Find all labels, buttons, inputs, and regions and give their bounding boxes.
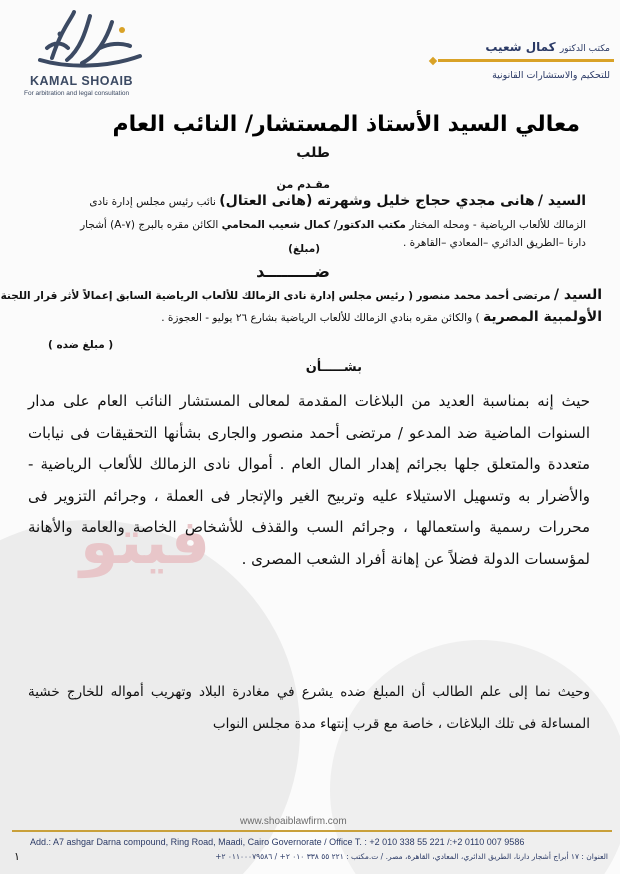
page-number: ١ — [14, 850, 20, 863]
respondent-line-1 — [1, 286, 602, 305]
logo-subtitle: For arbitration and legal consultation — [24, 90, 130, 97]
petitioner-address-rest: الكائن مقره بالبرج (٧-A) أشجار — [80, 219, 219, 231]
footer-divider — [12, 830, 612, 832]
footer-address-en: Add.: A7 ashgar Darna compound, Ring Road, Maadi, Cairo Governorate / Office T. : +2 010 338 55 221 /:+2 0110 007 9586 — [30, 837, 525, 847]
request-heading: طلب — [296, 145, 330, 161]
respondent-address: ) والكائن مقره بنادي الزمالك للألعاب الرياضية بشارع ٢٦ يوليو - العجوزة . — [161, 312, 480, 324]
office-name: كمال شعيب — [485, 40, 556, 54]
petitioner-office: مكتب الدكتور/ كمال شعيب المحامي — [221, 219, 406, 231]
logo — [12, 8, 152, 97]
petitioner-role: (مبلغ) — [288, 243, 320, 255]
office-title — [485, 40, 610, 54]
petitioner-role-text: نائب رئيس مجلس إدارة نادى — [89, 196, 216, 208]
petitioner-address-text: الزمالك للألعاب الرياضية - ومحله المختار — [409, 219, 586, 231]
respondent-name: مرتضى أحمد محمد منصور — [416, 290, 551, 302]
footer-website: www.shoaiblawfirm.com — [240, 816, 347, 827]
respondent-title: ( رئيس مجلس إدارة نادى الزمالك للألعاب الرياضية السابق إعمالاً لأثر قرار اللجنة — [0, 290, 414, 302]
subject-heading: بشـــــأن — [305, 360, 362, 375]
body-paragraph-2: وحيث نما إلى علم الطالب أن المبلغ ضده يشرع في مغادرة البلاد وتهريب أمواله للخارج خشية المساءلة فى تلك البلاغات ، خاصة مع قرب إنتهاء مدة مجلس النواب — [28, 684, 590, 732]
petitioner-label: السيد / — [537, 193, 586, 209]
body-paragraph-1: حيث إنه بمناسبة العديد من البلاغات المقدمة لمعالى المستشار النائب العام على مدار السنوات الماضية ضد المدعو / مرتضى أحمد منصور والجارى بشأنها التحقيقات فى نيابات متعددة والمتعلق جلها بجرائم إهدار المال العام . أموال نادى الزمالك للألعاب الرياضية - والأضرار به وتسهيل الاستيلاء عليه وتربيح الغير والإتجار فى العملة ، وجرائم التزوير فى محررات رسمية واستعمالها ، وجرائم السب والقذف للأشخاص الخاصة والعامة والأهانة لمؤسسات الدولة فضلاً عن إهانة أفراد الشعب المصرى . — [28, 392, 590, 568]
petitioner-name: هانى مجدي حجاج خليل وشهرته (هانى العتال) — [219, 193, 535, 209]
petitioner-line-3 — [403, 234, 586, 252]
submitted-by-label: مقـدم من — [276, 178, 330, 191]
petitioner-address-line-3: دارنا –الطريق الدائري –المعادي –القاهرة . — [402, 237, 586, 249]
respondent-label: السيد / — [553, 287, 602, 303]
against-heading: ضـــــــــد — [256, 262, 330, 281]
petitioner-line-2 — [80, 216, 586, 234]
respondent-role: ( مبلغ ضده ) — [48, 339, 114, 351]
petitioner-line-1 — [89, 192, 586, 211]
office-subtitle: للتحكيم والاستشارات القانونية — [492, 70, 610, 81]
respondent-line-2 — [161, 308, 602, 327]
footer-address-ar: العنوان : ١٧ أبراج أشجار دارنا، الطريق الدائري، المعادي، القاهرة، مصر. / ت.مكتب : ٢٢١ ٥٥ ٣٣٨ ٠١٠ ٢+ / ٠١١٠٠٠٧٩٥٨٦ ٢+ — [215, 852, 608, 861]
header-divider — [438, 59, 614, 62]
logo-name: KAMAL SHOAIB — [30, 74, 133, 88]
respondent-committee: الأولمبية المصرية — [482, 309, 602, 325]
addressee-heading: معالي السيد الأستاذ المستشار/ النائب العام — [112, 112, 580, 137]
watermark-text: فيتو — [80, 505, 211, 578]
office-prefix: مكتب الدكتور — [559, 44, 610, 54]
calligraphy-logo-icon — [12, 8, 152, 72]
header-divider-dot — [429, 57, 437, 65]
